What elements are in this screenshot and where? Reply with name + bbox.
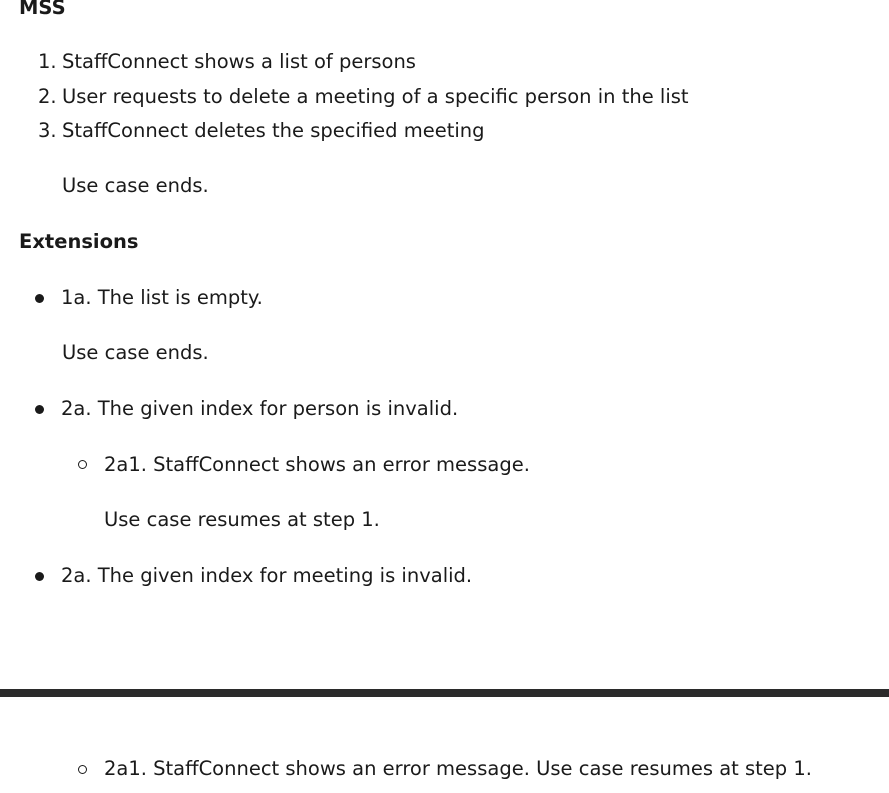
sub-item-note: Use case resumes at step 1. xyxy=(104,508,380,531)
circle-bullet-icon xyxy=(78,765,87,774)
step-text: User requests to delete a meeting of a specific person in the list xyxy=(62,85,689,108)
step-number: 2. xyxy=(38,85,57,108)
sub-item-text: 2a1. StaffConnect shows an error message. xyxy=(104,453,530,476)
extension-text: 2a. The given index for person is invalid. xyxy=(61,397,459,420)
step-number: 3. xyxy=(38,119,57,142)
step-text: StaffConnect shows a list of persons xyxy=(62,50,416,73)
sub-item-text: 2a1. StaffConnect shows an error message. Use case resumes at step 1. xyxy=(104,757,812,780)
extension-text: 1a. The list is empty. xyxy=(61,286,263,309)
mss-heading: MSS xyxy=(19,0,66,19)
bullet-icon xyxy=(35,405,44,414)
extensions-heading: Extensions xyxy=(19,230,139,253)
circle-bullet-icon xyxy=(78,460,87,469)
bullet-icon xyxy=(35,294,44,303)
mss-end-note: Use case ends. xyxy=(62,174,209,197)
extension-note: Use case ends. xyxy=(62,341,209,364)
bullet-icon xyxy=(35,572,44,581)
step-text: StaffConnect deletes the specified meeting xyxy=(62,119,485,142)
step-number: 1. xyxy=(38,50,57,73)
extension-text: 2a. The given index for meeting is invalid. xyxy=(61,564,473,587)
horizontal-rule xyxy=(0,689,889,697)
